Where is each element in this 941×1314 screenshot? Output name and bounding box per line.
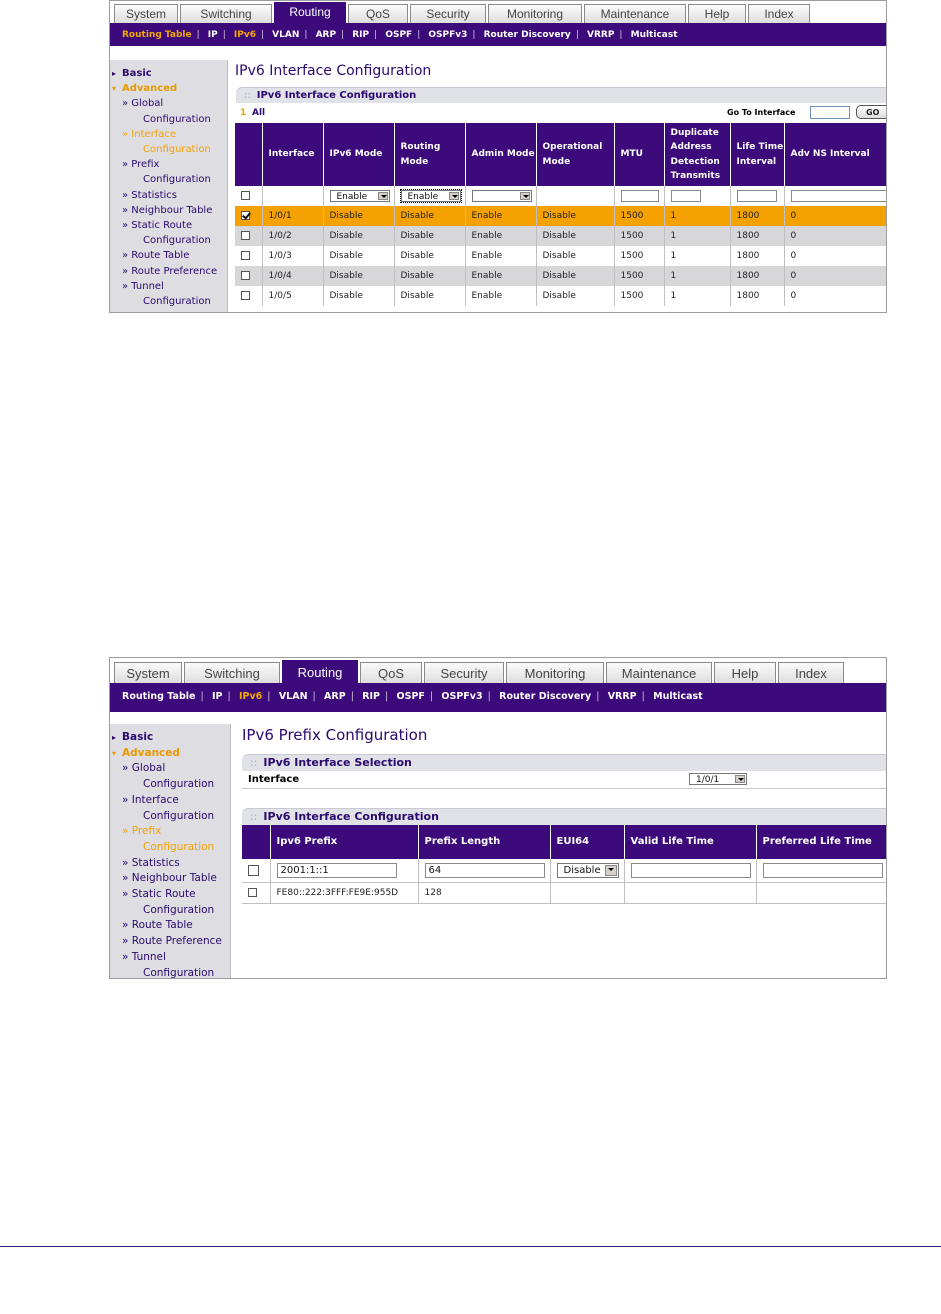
tab-switching[interactable]: Switching [180, 4, 272, 24]
header-interface: Interface [262, 123, 323, 186]
header-routing-mode: Routing Mode [394, 123, 465, 186]
tab-underline [110, 683, 886, 685]
filter-bar [230, 103, 886, 123]
subnav-ospfv3[interactable]: OSPFv3 [441, 691, 483, 702]
tab-routing[interactable]: Routing [274, 2, 346, 25]
select-all-checkbox[interactable] [248, 865, 259, 876]
sidebar-item-tunnel[interactable]: » Tunnel Configuration [122, 950, 215, 979]
filter-all-link[interactable]: All [252, 108, 266, 118]
dropdown-arrow-icon [449, 192, 459, 200]
interface-select[interactable]: 1/0/1 [689, 773, 747, 785]
sidebar-item-route-table[interactable]: » Route Table [122, 919, 193, 932]
sidebar-item-route-preference[interactable]: » Route Preference [122, 935, 222, 948]
row-checkbox[interactable] [248, 888, 257, 897]
sidebar-item-statistics[interactable]: » Statistics [122, 856, 180, 869]
routing-mode-select[interactable]: Enable [401, 190, 461, 202]
table-header-row [235, 123, 887, 186]
eui64-select[interactable]: Disable [557, 863, 619, 878]
tab-system[interactable]: System [114, 662, 182, 684]
subnav-routing-table[interactable]: Routing Table [122, 30, 192, 40]
dropdown-arrow-icon [605, 865, 617, 876]
tab-qos[interactable]: QoS [360, 662, 422, 684]
go-button[interactable]: GO [856, 105, 887, 119]
row-checkbox[interactable] [241, 251, 250, 260]
tab-index[interactable]: Index [778, 662, 844, 684]
interface-config-header: :: IPv6 Interface Configuration [242, 808, 886, 825]
table-row[interactable]: 1/0/4 Disable Disable Enable Disable 1500 1 1800 0 [235, 266, 887, 286]
header-admin-mode: Admin Mode [465, 123, 536, 186]
subnav-ospf[interactable]: OSPF [385, 30, 413, 40]
main-tab-bar [110, 1, 886, 24]
subnav-arp[interactable]: ARP [315, 30, 337, 40]
header-select [242, 825, 270, 859]
subnav-ospfv3[interactable]: OSPFv3 [428, 30, 468, 40]
goto-interface-input[interactable] [810, 106, 850, 119]
tab-maintenance[interactable]: Maintenance [584, 4, 686, 24]
table-row[interactable]: 1/0/3 Disable Disable Enable Disable 1500 1 1800 0 [235, 246, 887, 266]
tab-help[interactable]: Help [714, 662, 776, 684]
subnav-vlan[interactable]: VLAN [278, 691, 308, 702]
subnav-multicast[interactable]: Multicast [653, 691, 703, 702]
sidebar-item-static-route[interactable]: » Static Route Configuration [122, 220, 211, 247]
tab-qos[interactable]: QoS [348, 4, 408, 24]
sidebar-advanced[interactable]: ▾ Advanced [110, 81, 227, 96]
header-operational-mode: Operational Mode [536, 123, 614, 186]
sidebar-item-tunnel[interactable]: » Tunnel Configuration [122, 280, 211, 308]
tab-security[interactable]: Security [410, 4, 486, 24]
header-ipv6-prefix: Ipv6 Prefix [270, 825, 418, 859]
tab-help[interactable]: Help [688, 4, 746, 24]
page-title: IPv6 Interface Configuration [235, 63, 432, 79]
table-row[interactable]: FE80::222:3FFF:FE9E:955D 128 [242, 882, 886, 903]
sidebar-basic[interactable]: ▸ Basic [110, 66, 227, 81]
tab-monitoring[interactable]: Monitoring [506, 662, 604, 684]
section-header: :: IPv6 Interface Configuration [236, 87, 886, 103]
lifetime-interval-input[interactable] [737, 190, 777, 202]
filter-page-number[interactable]: 1 [240, 108, 247, 118]
tab-routing[interactable]: Routing [282, 660, 358, 685]
arrow-down-icon: ▾ [112, 748, 117, 758]
tab-monitoring[interactable]: Monitoring [488, 4, 582, 24]
sidebar-item-interface[interactable]: » Interface Configuration [122, 793, 215, 822]
main-content [233, 724, 886, 904]
header-mtu: MTU [614, 123, 664, 186]
subnav-arp[interactable]: ARP [324, 691, 346, 702]
edit-row [242, 859, 886, 882]
table-row[interactable]: 1/0/5 Disable Disable Enable Disable 1500 1 1800 0 [235, 286, 887, 306]
page-footer-rule [0, 1246, 941, 1247]
header-select [235, 123, 262, 186]
main-content [230, 60, 886, 306]
sidebar-item-static-route[interactable]: » Static Route Configuration [122, 888, 215, 916]
valid-life-time-input[interactable] [631, 863, 751, 878]
table-row[interactable]: 1/0/2 Disable Disable Enable Disable 1500 1 1800 0 [235, 226, 887, 246]
subnav-ospf[interactable]: OSPF [396, 691, 425, 702]
prefix-config-screenshot [109, 657, 887, 979]
row-checkbox[interactable] [241, 211, 250, 220]
header-preferred-life-time: Preferred Life Time [756, 825, 886, 859]
row-checkbox[interactable] [241, 291, 250, 300]
sidebar-item-interface[interactable]: » Interface Configuration [122, 128, 211, 156]
subnav-router-discovery[interactable]: Router Discovery [483, 30, 571, 40]
subnav-ipv6[interactable]: IPv6 [238, 691, 263, 702]
interface-selection-header: :: IPv6 Interface Selection [242, 754, 886, 771]
edit-row [235, 186, 887, 206]
interface-table [235, 123, 887, 306]
sidebar-advanced[interactable]: ▾ Advanced [110, 746, 230, 762]
tab-index[interactable]: Index [748, 4, 810, 24]
header-ipv6-mode: IPv6 Mode [323, 123, 394, 186]
sidebar-item-route-preference[interactable]: » Route Preference [122, 265, 218, 277]
dropdown-arrow-icon [735, 775, 745, 783]
sidebar-item-global[interactable]: » Global Configuration [122, 762, 215, 791]
arrow-right-icon: ▸ [112, 69, 117, 78]
prefix-length-input[interactable]: 64 [425, 863, 545, 878]
table-header-row [242, 825, 886, 859]
header-eui64: EUI64 [550, 825, 624, 859]
sidebar [110, 60, 228, 313]
sidebar-item-neighbour-table[interactable]: » Neighbour Table [122, 204, 213, 216]
tab-underline [110, 23, 886, 25]
table-row[interactable]: 1/0/1 Disable Disable Enable Disable 1500 1 1800 0 [235, 206, 887, 226]
dropdown-arrow-icon [378, 192, 388, 200]
sidebar-basic[interactable]: ▸ Basic [110, 730, 230, 746]
spacer [233, 789, 886, 808]
row-checkbox[interactable] [241, 231, 250, 240]
subnav-rip[interactable]: RIP [362, 691, 381, 702]
main-tab-bar [110, 658, 886, 684]
select-all-checkbox[interactable] [241, 191, 250, 200]
subnav-vrrp[interactable]: VRRP [607, 691, 637, 702]
adv-ns-interval-input[interactable] [791, 190, 888, 202]
sidebar-item-route-table[interactable]: » Route Table [122, 250, 190, 262]
sub-navigation: Routing Table | IP | IPv6 | VLAN | ARP | RIP | OSPF | OSPFv3 | Router Discovery | VRRP | Multicast [110, 684, 886, 712]
prefix-table [242, 825, 887, 904]
subnav-vlan[interactable]: VLAN [272, 30, 300, 40]
arrow-right-icon: ▸ [112, 733, 117, 742]
subnav-routing-table[interactable]: Routing Table [122, 691, 196, 702]
subnav-ipv6[interactable]: IPv6 [233, 30, 256, 40]
tab-switching[interactable]: Switching [184, 662, 280, 684]
sidebar-item-statistics[interactable]: » Statistics [122, 189, 178, 201]
tab-system[interactable]: System [114, 4, 178, 24]
subnav-ip[interactable]: IP [211, 691, 223, 702]
preferred-life-time-input[interactable] [763, 863, 883, 878]
header-prefix-length: Prefix Length [418, 825, 550, 859]
mtu-input[interactable] [621, 190, 659, 202]
header-dad-transmits: Duplicate Address Detection Transmits [664, 123, 730, 186]
interface-config-screenshot [109, 0, 887, 313]
goto-interface-label: Go To Interface [727, 108, 796, 117]
subnav-multicast[interactable]: Multicast [630, 30, 678, 40]
ipv6-mode-select[interactable]: Enable [330, 190, 390, 202]
header-valid-life-time: Valid Life Time [624, 825, 756, 859]
sidebar-item-prefix[interactable]: » Prefix Configuration [122, 159, 211, 186]
admin-mode-select[interactable] [472, 190, 532, 202]
ipv6-prefix-input[interactable]: 2001:1::1 [277, 863, 397, 878]
tab-security[interactable]: Security [424, 662, 504, 684]
dropdown-arrow-icon [520, 192, 530, 200]
sidebar [110, 724, 231, 979]
arrow-down-icon: ▾ [112, 84, 117, 94]
interface-label: Interface [248, 774, 300, 785]
header-adv-ns-interval: Adv NS Interval [784, 123, 887, 186]
sidebar-item-prefix[interactable]: » Prefix Configuration [122, 825, 215, 853]
subnav-ip[interactable]: IP [207, 30, 218, 40]
tab-maintenance[interactable]: Maintenance [606, 662, 712, 684]
row-checkbox[interactable] [241, 271, 250, 280]
page-title: IPv6 Prefix Configuration [242, 726, 428, 744]
interface-selection-row [242, 771, 886, 789]
sidebar-item-global[interactable]: » Global Configuration [122, 98, 211, 125]
header-lifetime-interval: Life Time Interval [730, 123, 784, 186]
subnav-rip[interactable]: RIP [352, 30, 370, 40]
subnav-router-discovery[interactable]: Router Discovery [499, 691, 592, 702]
sub-navigation: Routing Table | IP | IPv6 | VLAN | ARP | RIP | OSPF | OSPFv3 | Router Discovery | VRRP | Multicast [110, 24, 886, 46]
sidebar-item-neighbour-table[interactable]: » Neighbour Table [122, 872, 217, 885]
subnav-vrrp[interactable]: VRRP [587, 30, 615, 40]
dad-transmits-input[interactable] [671, 190, 701, 202]
